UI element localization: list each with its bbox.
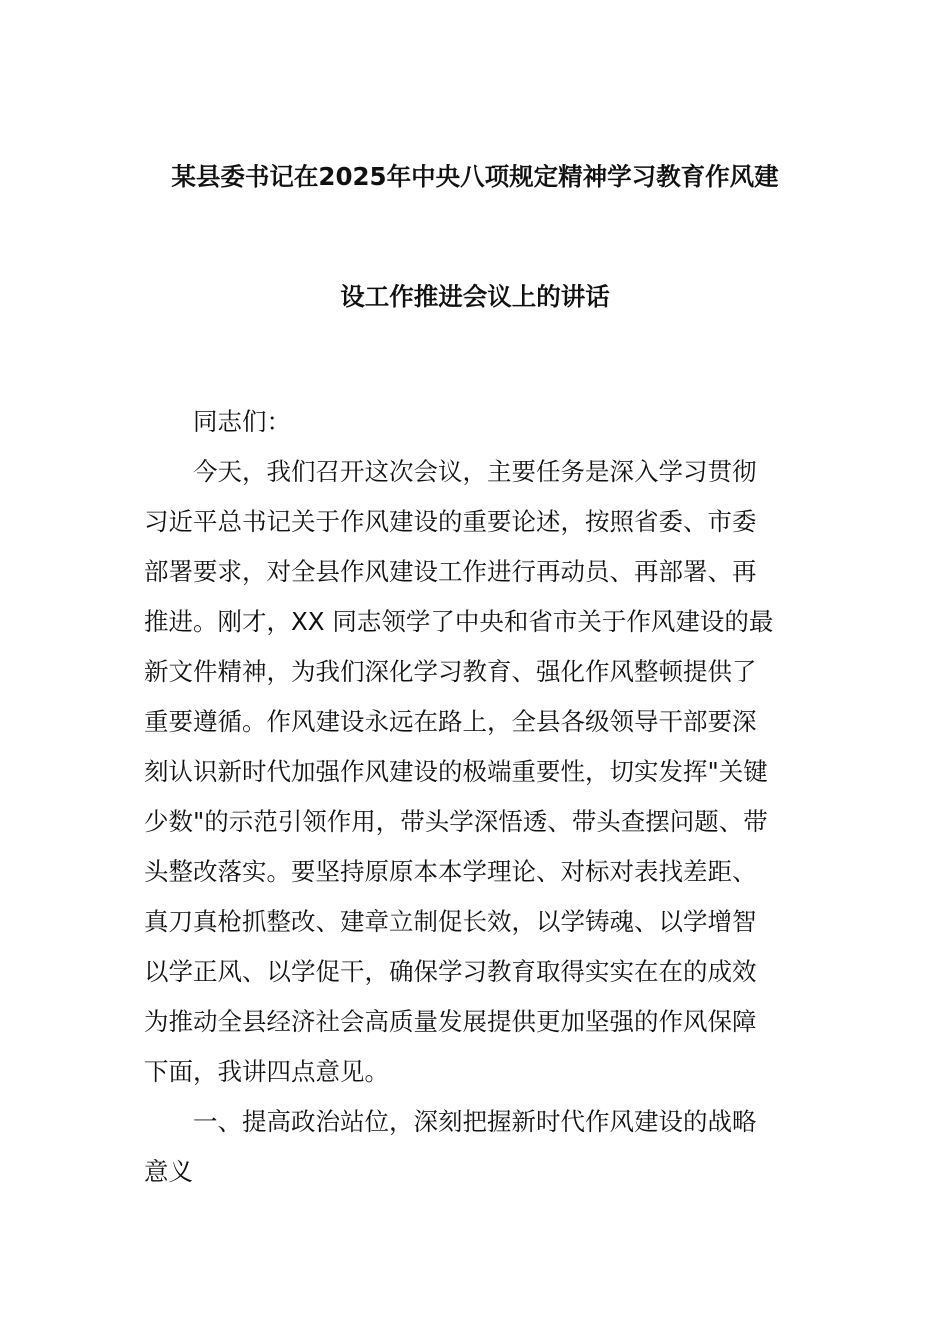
paragraph-line: 新文件精神，为我们深化学习教育、强化作风整顿提供了 — [144, 657, 757, 686]
paragraph-line: 刻认识新时代加强作风建设的极端重要性，切实发挥"关键 — [144, 757, 768, 786]
paragraph-line: 头整改落实。要坚持原原本本学理论、对标对表找差距、 — [144, 857, 757, 886]
paragraph-line: 推进。刚才，XX 同志领学了中央和省市关于作风建设的最 — [144, 607, 774, 636]
section-heading-line: 一、提高政治站位，深刻把握新时代作风建设的战略 — [193, 1107, 757, 1136]
paragraph-line: 少数"的示范引领作用，带头学深悟透、带头查摆问题、带 — [144, 807, 768, 836]
paragraph-line: 今天，我们召开这次会议，主要任务是深入学习贯彻 — [193, 457, 757, 486]
paragraph-line: 下面，我讲四点意见。 — [144, 1057, 389, 1086]
paragraph-line: 习近平总书记关于作风建设的重要论述，按照省委、市委 — [144, 507, 757, 536]
paragraph-line: 真刀真枪抓整改、建章立制促长效，以学铸魂、以学增智 — [144, 907, 757, 936]
document-title-line-1: 某县委书记在2025年中央八项规定精神学习教育作风建 — [171, 162, 779, 191]
paragraph-line: 为推动全县经济社会高质量发展提供更加坚强的作风保障 — [144, 1007, 757, 1036]
paragraph-line: 以学正风、以学促干，确保学习教育取得实实在在的成效 — [144, 957, 757, 986]
section-heading-line: 意义 — [144, 1157, 193, 1186]
salutation: 同志们： — [193, 407, 291, 436]
paragraph-line: 重要遵循。作风建设永远在路上，全县各级领导干部要深 — [144, 707, 757, 736]
document-title-line-2: 设工作推进会议上的讲话 — [340, 282, 610, 311]
paragraph-line: 部署要求，对全县作风建设工作进行再动员、再部署、再 — [144, 557, 757, 586]
